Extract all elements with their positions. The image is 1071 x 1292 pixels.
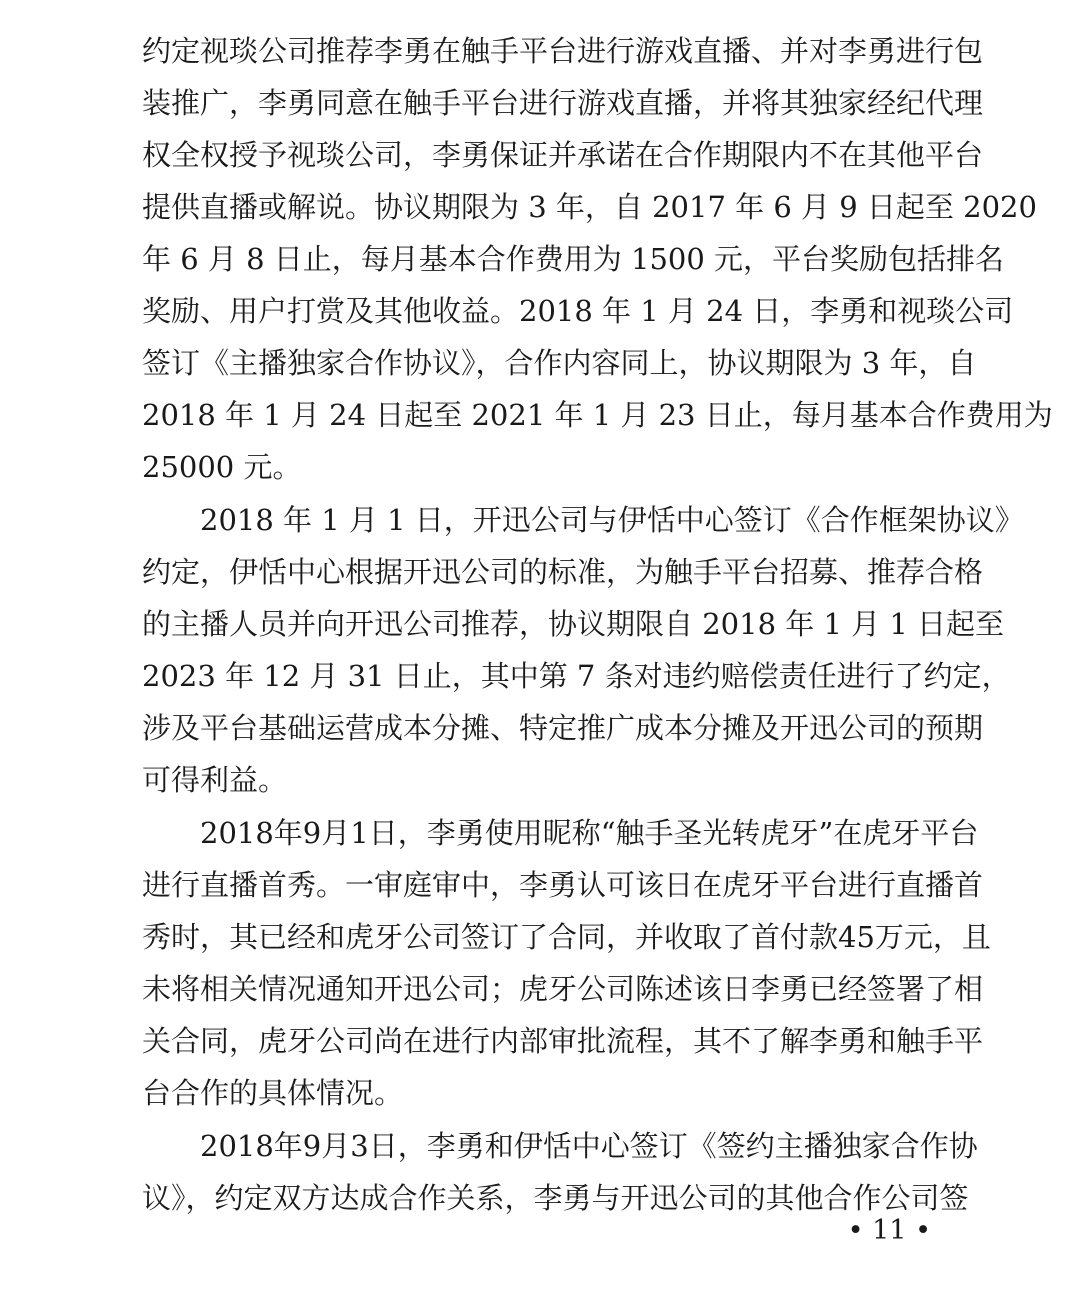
text-line: 约定视琰公司推荐李勇在触手平台进行游戏直播、并对李勇进行包 bbox=[142, 34, 984, 68]
text-line: 2023 年 12 月 31 日止，其中第 7 条对违约赔偿责任进行了约定， bbox=[142, 659, 1011, 693]
text-line: 涉及平台基础运营成本分摊、特定推广成本分摊及开迅公司的预期 bbox=[142, 711, 984, 745]
text-line: 台合作的具体情况。 bbox=[142, 1076, 404, 1110]
text-line: 的主播人员并向开迅公司推荐，协议期限自 2018 年 1 月 1 日起至 bbox=[142, 607, 1005, 641]
text-line: 2018年9月1日，李勇使用昵称“触手圣光转虎牙”在虎牙平台 bbox=[200, 816, 979, 850]
text-line: 2018年9月3日，李勇和伊恬中心签订《签约主播独家合作协 bbox=[200, 1129, 978, 1163]
text-line: 未将相关情况通知开迅公司；虎牙公司陈述该日李勇已经签署了相 bbox=[142, 972, 984, 1006]
text-line: 约定，伊恬中心根据开迅公司的标准，为触手平台招募、推荐合格 bbox=[142, 555, 984, 589]
text-line: 2018 年 1 月 24 日起至 2021 年 1 月 23 日止，每月基本合作费用为 bbox=[142, 398, 1053, 432]
text-line: 可得利益。 bbox=[142, 763, 288, 797]
text-line: 装推广，李勇同意在触手平台进行游戏直播，并将其独家经纪代理 bbox=[142, 86, 984, 120]
text-line: 权全权授予视琰公司，李勇保证并承诺在合作期限内不在其他平台 bbox=[142, 138, 984, 172]
text-line: 签订《主播独家合作协议》，合作内容同上，协议期限为 3 年，自 bbox=[142, 346, 977, 380]
text-line: 年 6 月 8 日止，每月基本合作费用为 1500 元，平台奖励包括排名 bbox=[142, 242, 1005, 276]
text-line: 秀时，其已经和虎牙公司签订了合同，并收取了首付款45万元，且 bbox=[142, 920, 991, 954]
text-line: 议》，约定双方达成合作关系，李勇与开迅公司的其他合作公司签 bbox=[142, 1181, 969, 1215]
text-line: 进行直播首秀。一审庭审中，李勇认可该日在虎牙平台进行直播首 bbox=[142, 868, 984, 902]
text-line: 关合同，虎牙公司尚在进行内部审批流程，其不了解李勇和触手平 bbox=[142, 1024, 984, 1058]
text-line: 奖励、用户打赏及其他收益。2018 年 1 月 24 日，李勇和视琰公司 bbox=[142, 294, 1014, 328]
text-line: 2018 年 1 月 1 日，开迅公司与伊恬中心签订《合作框架协议》 bbox=[200, 503, 1024, 537]
text-line: 25000 元。 bbox=[142, 450, 302, 484]
page-number: • 11 • bbox=[847, 1215, 931, 1246]
text-line: 提供直播或解说。协议期限为 3 年，自 2017 年 6 月 9 日起至 2020 bbox=[142, 190, 1037, 224]
